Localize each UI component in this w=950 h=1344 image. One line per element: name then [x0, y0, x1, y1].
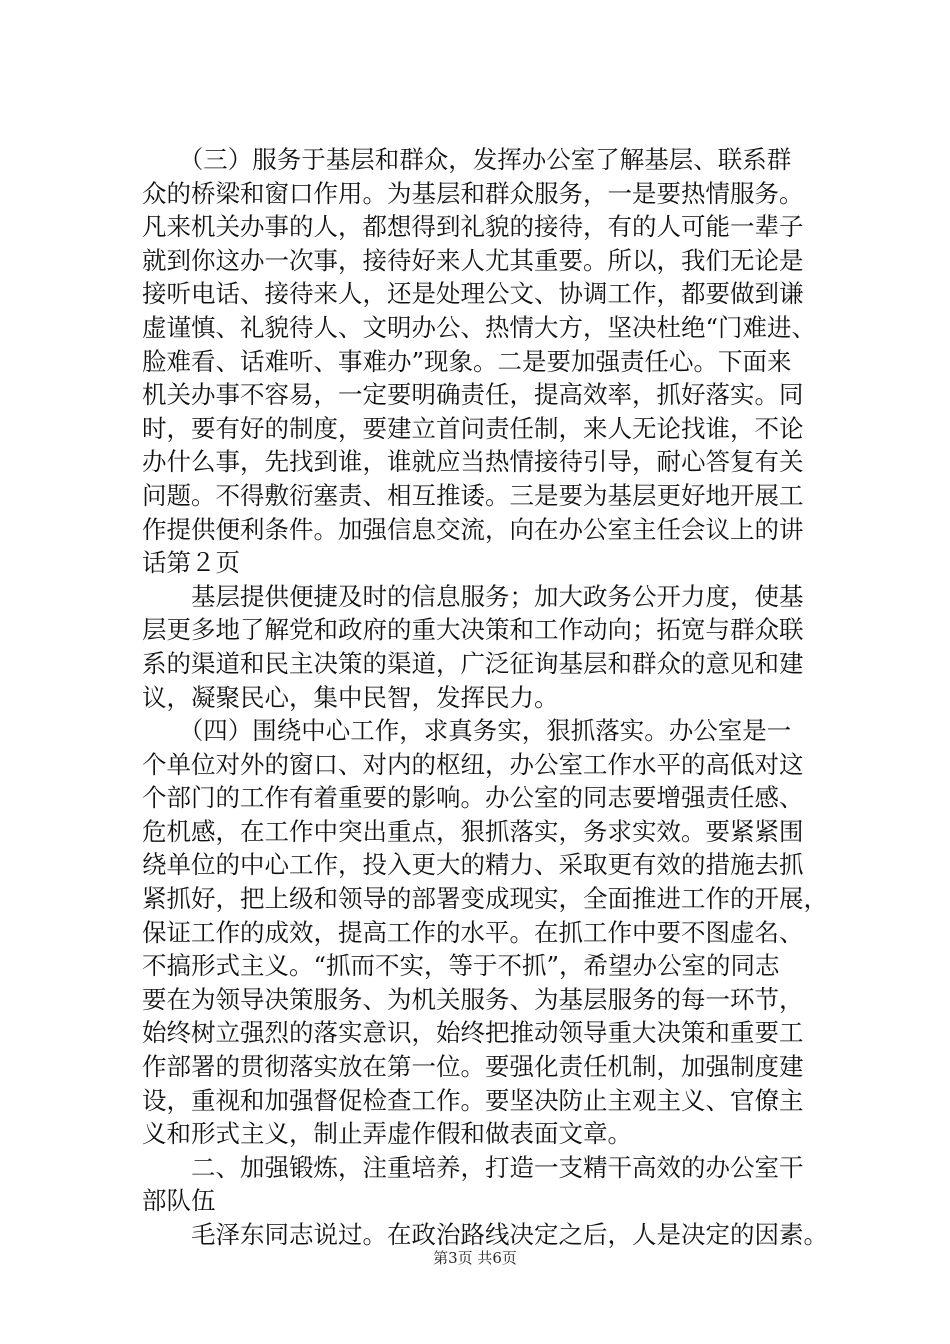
text-line: 紧抓好，把上级和领导的部署变成现实，全面推进工作的开展， [142, 884, 828, 914]
text-line: （三）服务于基层和群众，发挥办公室了解基层、联系群 [142, 145, 792, 174]
text-line: 接听电话、接待来人，还是处理公文、协调工作，都要做到谦 [142, 279, 804, 309]
text-line: 绕单位的中心工作，投入更大的精力、采取更有效的措施去抓 [142, 850, 804, 880]
text-line: 作部署的贯彻落实放在第一位。要强化责任机制，加强制度建 [142, 1052, 804, 1082]
document-body [142, 143, 847, 1252]
text-line: 义和形式主义，制止弄虚作假和做表面文章。 [142, 1119, 632, 1149]
text-line: 时，要有好的制度，要建立首问责任制，来人无论找谁，不论 [142, 413, 804, 443]
text-line: 众的桥梁和窗口作用。为基层和群众服务，一是要热情服务。 [142, 178, 804, 208]
text-line: 系的渠道和民主决策的渠道，广泛征询基层和群众的意见和建 [142, 648, 804, 678]
text-line: 就到你这办一次事，接待好来人尤其重要。所以，我们无论是 [142, 245, 804, 275]
text-line: 作提供便利条件。加强信息交流，向在办公室主任会议上的讲 [142, 514, 804, 544]
text-line: 虚谨慎、礼貌待人、文明办公、热情大方，坚决杜绝“门难进、 [142, 312, 817, 342]
text-line: 要在为领导决策服务、为机关服务、为基层服务的每一环节， [142, 984, 804, 1014]
text-line: 保证工作的成效，提高工作的水平。在抓工作中要不图虚名、 [142, 917, 804, 947]
text-line: 脸难看、话难听、事难办”现象。二是要加强责任心。下面来 [142, 346, 792, 376]
text-line: 凡来机关办事的人，都想得到礼貌的接待，有的人可能一辈子 [142, 212, 804, 242]
text-line: 危机感，在工作中突出重点，狠抓落实，务求实效。要紧紧围 [142, 816, 804, 846]
text-line: 层更多地了解党和政府的重大决策和工作动向；拓宽与群众联 [142, 615, 804, 645]
text-line: 办什么事，先找到谁，谁就应当热情接待引导，耐心答复有关 [142, 447, 804, 477]
text-line: 机关办事不容易，一定要明确责任，提高效率，抓好落实。同 [142, 380, 804, 410]
text-line: 问题。不得敷衍塞责、相互推诿。三是要为基层更好地开展工 [142, 480, 804, 510]
text-line: （四）围绕中心工作，求真务实，狠抓落实。办公室是一 [142, 716, 792, 746]
text-line: 议，凝聚民心，集中民智，发挥民力。 [142, 682, 559, 712]
page-footer: 第3页 共6页 [433, 1249, 517, 1267]
text-line: 设，重视和加强督促检查工作。要坚决防止主观主义、官僚主 [142, 1085, 804, 1115]
text-line: 个单位对外的窗口、对内的枢纽，办公室工作水平的高低对这 [142, 749, 804, 779]
text-line: 不搞形式主义。“抓而不实，等于不抓”，希望办公室的同志 [142, 951, 780, 981]
text-line: 个部门的工作有着重要的影响。办公室的同志要增强责任感、 [142, 783, 804, 813]
text-line: 始终树立强烈的落实意识，始终把推动领导重大决策和重要工 [142, 1018, 804, 1048]
text-line: 二、加强锻炼，注重培养，打造一支精干高效的办公室干 [142, 1152, 804, 1182]
text-line: 毛泽东同志说过。在政治路线决定之后，人是决定的因素。 [142, 1220, 828, 1249]
text-line: 部队伍 [142, 1186, 216, 1216]
text-line: 基层提供便捷及时的信息服务；加大政务公开力度，使基 [142, 581, 804, 611]
text-line: 话第２页 [142, 548, 240, 578]
